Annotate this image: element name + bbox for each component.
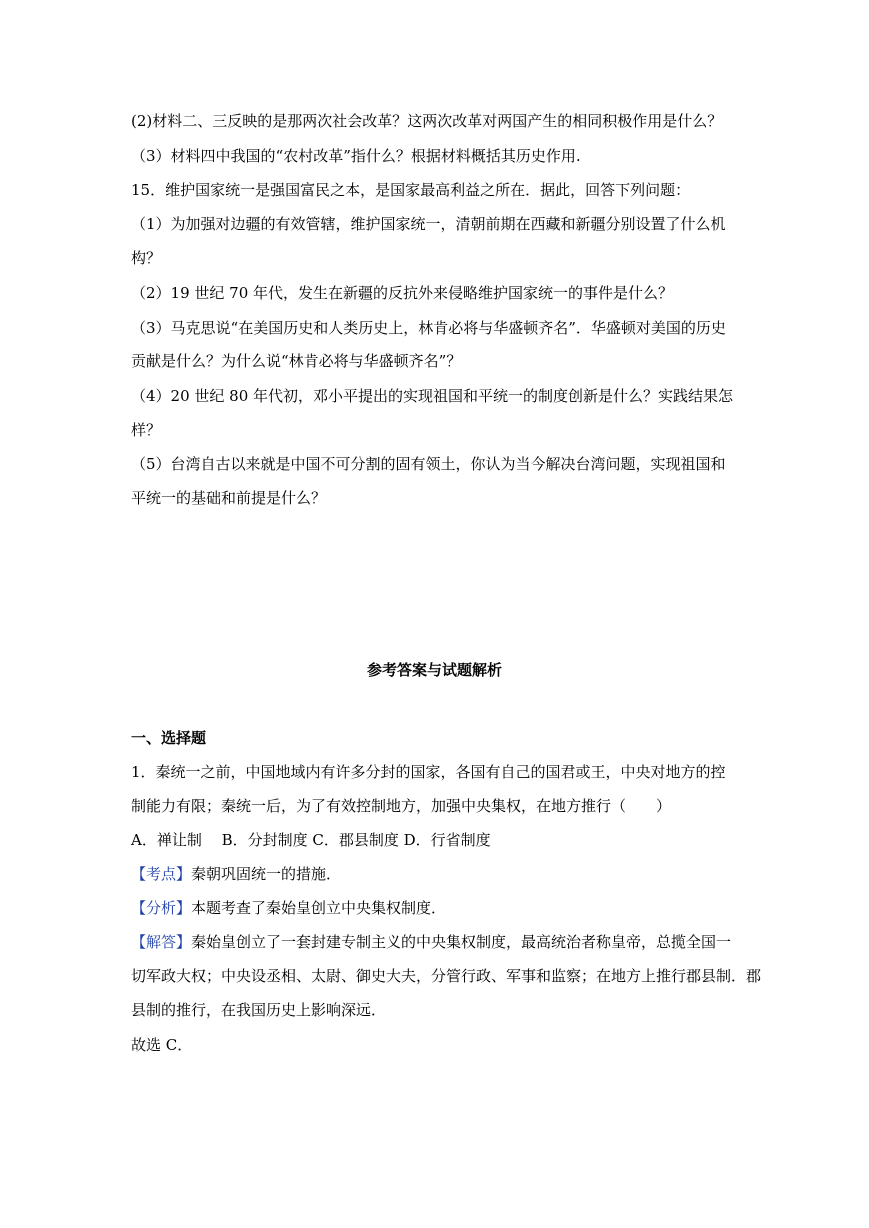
q15-part5-line2: 平统一的基础和前提是什么？ [131, 489, 327, 507]
q14-part3: （3）材料四中我国的“农村改革”指什么？根据材料概括其历史作用. [131, 147, 581, 165]
fenxi-text: 本题考查了秦始皇创立中央集权制度． [191, 899, 447, 917]
kaodian-text: 秦朝巩固统一的措施． [191, 865, 342, 883]
jieda-text-line1: 秦始皇创立了一套封建专制主义的中央集权制度，最高统治者称皇帝，总揽全国一 [191, 933, 732, 951]
q15-part4-line2: 样？ [131, 421, 162, 439]
q15-part4-line1: （4）20 世纪 80 年代初，邓小平提出的实现祖国和平统一的制度创新是什么？实践结果怎 [131, 387, 734, 405]
q15-part2: （2）19 世纪 70 年代，发生在新疆的反抗外来侵略维护国家统一的事件是什么？ [131, 284, 674, 302]
q15-part1-line2: 构？ [131, 249, 162, 267]
q15-part3-line2: 贡献是什么？为什么说“林肯必将与华盛顿齐名”？ [131, 352, 462, 370]
answers-title: 参考答案与试题解析 [366, 661, 502, 679]
kaodian-row [131, 864, 751, 884]
fenxi-row [131, 898, 751, 918]
q1-options: A．禅让制 B．分封制度 C．郡县制度 D．行省制度 [131, 831, 491, 849]
q15-part1-line1: （1）为加强对边疆的有效管辖，维护国家统一，清朝前期在西藏和新疆分别设置了什么机 [131, 215, 726, 233]
jieda-row [131, 932, 751, 952]
q1-stem-line2: 制能力有限；秦统一后，为了有效控制地方，加强中央集权，在地方推行（ ） [131, 797, 672, 815]
q15-stem: 15．维护国家统一是强国富民之本，是国家最高利益之所在．据此，回答下列问题： [131, 181, 691, 199]
jieda-text-line3: 县制的推行，在我国历史上影响深远． [131, 1001, 387, 1019]
section-heading: 一、选择题 [131, 729, 207, 747]
q15-part5-line1: （5）台湾自古以来就是中国不可分割的固有领土，你认为当今解决台湾问题，实现祖国和 [131, 455, 726, 473]
fenxi-tag: 【分析】 [131, 899, 192, 917]
q1-stem-line1: 1．秦统一之前，中国地域内有许多分封的国家，各国有自己的国君或王，中央对地方的控 [131, 763, 726, 781]
jieda-text-line2: 切军政大权；中央设丞相、太尉、御史大夫，分管行政、军事和监察；在地方上推行郡县制．郡 [131, 967, 762, 985]
conclusion: 故选 C． [131, 1036, 193, 1054]
kaodian-tag: 【考点】 [131, 865, 192, 883]
q14-part2: (2)材料二、三反映的是那两次社会改革？这两次改革对两国产生的相同积极作用是什么？ [131, 112, 723, 130]
jieda-tag: 【解答】 [131, 933, 192, 951]
q15-part3-line1: （3）马克思说“在美国历史和人类历史上，林肯必将与华盛顿齐名”．华盛顿对美国的历史 [131, 319, 726, 337]
